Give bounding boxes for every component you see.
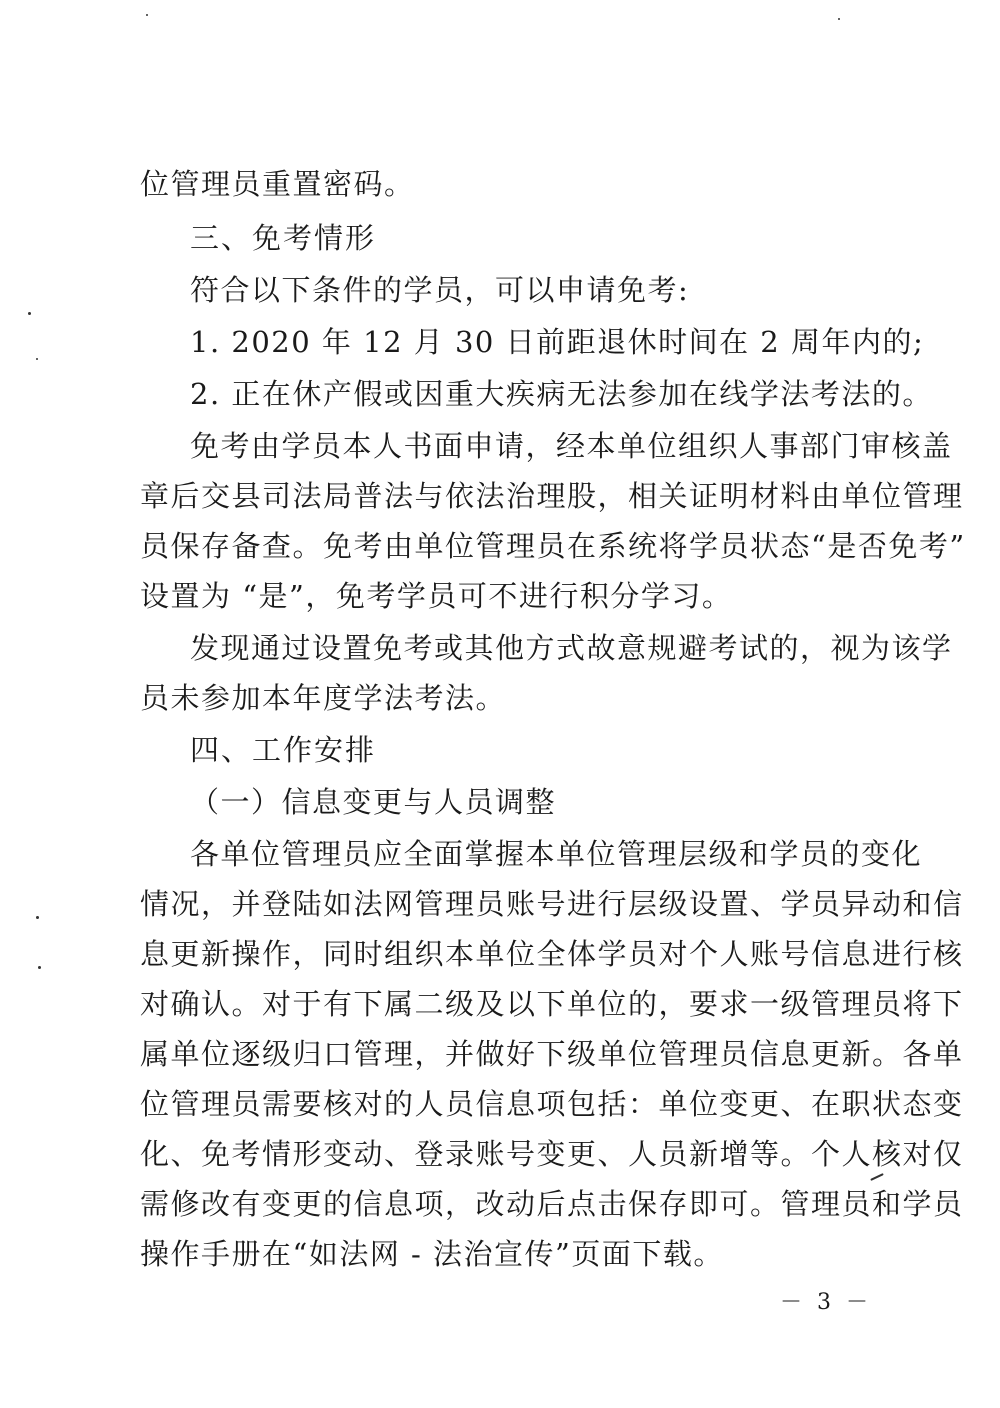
paragraph-line: 位管理员需要核对的人员信息项包括：单位变更、在职状态变: [140, 1087, 964, 1121]
paragraph-line: 免考由学员本人书面申请，经本单位组织人事部门审核盖: [190, 429, 953, 463]
scan-speck: [870, 1173, 884, 1181]
scan-speck: [838, 18, 840, 20]
paragraph-line: 操作手册在“如法网 - 法治宣传”页面下载。: [140, 1237, 724, 1271]
paragraph-line: 化、免考情形变动、登录账号变更、人员新增等。个人核对仅: [140, 1137, 964, 1171]
list-item: 2. 正在休产假或因重大疾病无法参加在线学法考法的。: [190, 377, 933, 411]
page-number: － 3 －: [780, 1290, 872, 1315]
paragraph-line: 符合以下条件的学员，可以申请免考:: [190, 273, 690, 307]
scan-speck: [36, 358, 38, 360]
subsection-heading: （一）信息变更与人员调整: [190, 785, 557, 819]
paragraph-line: 发现通过设置免考或其他方式故意规避考试的，视为该学: [190, 631, 953, 665]
scan-speck: [146, 14, 148, 16]
paragraph-line: 设置为 “是”，免考学员可不进行积分学习。: [140, 579, 733, 613]
paragraph-line: 情况，并登陆如法网管理员账号进行层级设置、学员异动和信: [140, 887, 964, 921]
paragraph-line: 章后交县司法局普法与依法治理股，相关证明材料由单位管理: [140, 479, 964, 513]
paragraph-line: 对确认。对于有下属二级及以下单位的，要求一级管理员将下: [140, 987, 964, 1021]
list-item: 1. 2020 年 12 月 30 日前距退休时间在 2 周年内的;: [190, 325, 925, 359]
scan-speck: [36, 916, 39, 919]
paragraph-line: 员未参加本年度学法考法。: [140, 681, 507, 715]
scan-speck: [38, 966, 41, 969]
section-heading-work-arrangement: 四、工作安排: [190, 733, 377, 767]
scan-speck: [28, 312, 31, 315]
paragraph-line: 员保存备查。免考由单位管理员在系统将学员状态“是否免考”: [140, 529, 966, 563]
paragraph-line: 属单位逐级归口管理，并做好下级单位管理员信息更新。各单: [140, 1037, 964, 1071]
section-heading-exemption: 三、免考情形: [190, 221, 377, 255]
paragraph-line: 需修改有变更的信息项，改动后点击保存即可。管理员和学员: [140, 1187, 964, 1221]
paragraph-line: 位管理员重置密码。: [140, 167, 415, 201]
paragraph-line: 各单位管理员应全面掌握本单位管理层级和学员的变化: [190, 837, 923, 871]
paragraph-line: 息更新操作，同时组织本单位全体学员对个人账号信息进行核: [140, 937, 964, 971]
